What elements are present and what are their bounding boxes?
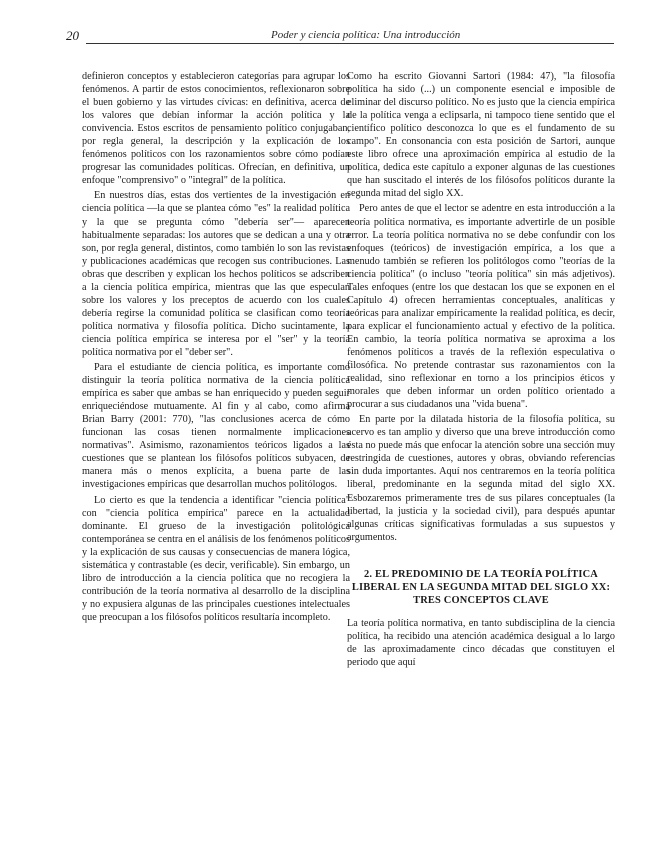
section-heading: 2. EL PREDOMINIO DE LA TEORÍA POLÍTICA LIBERAL EN LA SEGUNDA MITAD DEL SIGLO XX: TRES CONCEPTOS CLAVE bbox=[351, 568, 611, 606]
paragraph: En nuestros días, estas dos vertientes de la investigación en ciencia política —la que se plantea cómo "es" la realidad política y la que se pregunta cómo "debería ser"— aparecen habitualmente separadas: los autores que se dedican a una y otra son, por regla general, distintos, como también lo son las revistas y publicaciones académicas que recogen sus contribuciones. Las obras que describen y explican los hechos políticos se adscriben a la ciencia política empírica, mientras que las que especulan sobre los valores y los preceptos de acuerdo con los cuales debería regirse la comunidad política se clasifican como teoría política normativa y filosofía política. Dicho sucintamente, la ciencia política empírica se interesa por el "ser" y la teoría política normativa por el "deber ser". bbox=[82, 190, 350, 358]
left-column bbox=[82, 70, 350, 624]
header-rule bbox=[86, 43, 614, 44]
paragraph: Pero antes de que el lector se adentre en esta introducción a la teoría política normativa, es importante advertirle de un posible error. La teoría política normativa no se debe confundir con los enfoques (teóricos) de investigación empírica, a los que a menudo también se refieren los politólogos como "teorías de la ciencia política" (o incluso "teoría política" sin más adjetivos). Tales enfoques (entre los que destacan los que se exponen en el Capítulo 4) ofrecen herramientas conceptuales, analíticas y teóricas para analizar empíricamente la realidad política, es decir, para explicar el funcionamiento actual y efectivo de la política. En cambio, la teoría política normativa se aproxima a los fenómenos políticos a través de la reflexión especulativa o filosófica. No pretende contrastar sus razonamientos con la realidad, sino reflexionar en torno a los principios éticos y morales que deben informar un orden político orientado a procurar a sus ciudadanos una "vida buena". bbox=[347, 203, 615, 411]
page-header bbox=[66, 28, 614, 44]
page-number: 20 bbox=[66, 28, 79, 43]
paragraph: definieron conceptos y establecieron categorías para agrupar los fenómenos. A partir de estos conocimientos, reflexionaron sobre el buen gobierno y las virtudes cívicas: en definitiva, acerca de los valores que debían informar la acción política y la convivencia. Estos escritos de pensamiento político conjugaban, por regla general, la descripción y la explicación de los fenómenos políticos con los razonamientos sobre cómo podían progresar las comunidades políticas. Ofrecían, en definitiva, un enfoque "comprensivo" o "integral" de la política. bbox=[82, 71, 350, 187]
right-column bbox=[347, 70, 615, 669]
paragraph: Como ha escrito Giovanni Sartori (1984: 47), "la filosofía política ha sido (...) un componente esencial e imposible de eliminar del discurso político. No es justo que la ciencia empírica de la política venga a eclipsarla, ni tampoco tiene sentido que el científico político desconozca lo que es el fundamento de su campo". En consonancia con esta posición de Sartori, aunque este libro ofrece una aproximación empírica al estudio de la política, dedica este capítulo a exponer algunas de las cuestiones que han suscitado el interés de los filósofos políticos durante la segunda mitad del siglo XX. bbox=[347, 71, 615, 200]
paragraph: Lo cierto es que la tendencia a identificar "ciencia política" con "ciencia política empírica" parece en la actualidad dominante. El grueso de la investigación politológica contemporánea se centra en el análisis de los fenómenos políticos y la explicación de sus causas y consecuencias de manera lógica, sistemática y contrastable (es decir, verificable). Sin embargo, un libro de introducción a la ciencia política que no recogiera la contribución de la teoría normativa al desarrollo de la disciplina y no expusiera algunas de las principales cuestiones intelectuales que preocupan a los filósofos políticos resultaría incompleto. bbox=[82, 494, 350, 623]
paragraph: La teoría política normativa, en tanto subdisciplina de la ciencia política, ha recibido una atención académica desigual a lo largo de las aproximadamente cinco décadas que constituyen el periodo que aquí bbox=[347, 617, 615, 668]
paragraph: Para el estudiante de ciencia política, es importante como distinguir la teoría política normativa de la ciencia política empírica es saber que ambas se han enriquecido y pueden seguir enriqueciéndose mutuamente. Al fin y al cabo, como afirma Brian Barry (2001: 770), "las conclusiones acerca de cómo funcionan las cosas tienen normalmente implicaciones normativas". Asimismo, razonamientos teóricos ligados a las cuestiones que se plantean los filósofos políticos subyacen, de manera más o menos explícita, a buena parte de las investigaciones empíricas que desarrollan muchos politólogos. bbox=[82, 362, 350, 491]
running-title: Poder y ciencia política: Una introducción bbox=[271, 29, 461, 41]
paragraph: En parte por la dilatada historia de la filosofía política, su acervo es tan amplio y diverso que una breve introducción como ésta no puede más que enfocar la atención sobre una sección muy restringida de cuestiones, autores y obras, obviando referencias sin duda importantes. Aquí nos centraremos en la teoría política liberal, predominante en la segunda mitad del siglo XX. Esbozaremos primeramente tres de sus pilares conceptuales (la libertad, la justicia y la sociedad civil), para después apuntar algunas críticas significativas formuladas a sus supuestos y argumentos. bbox=[347, 414, 615, 543]
